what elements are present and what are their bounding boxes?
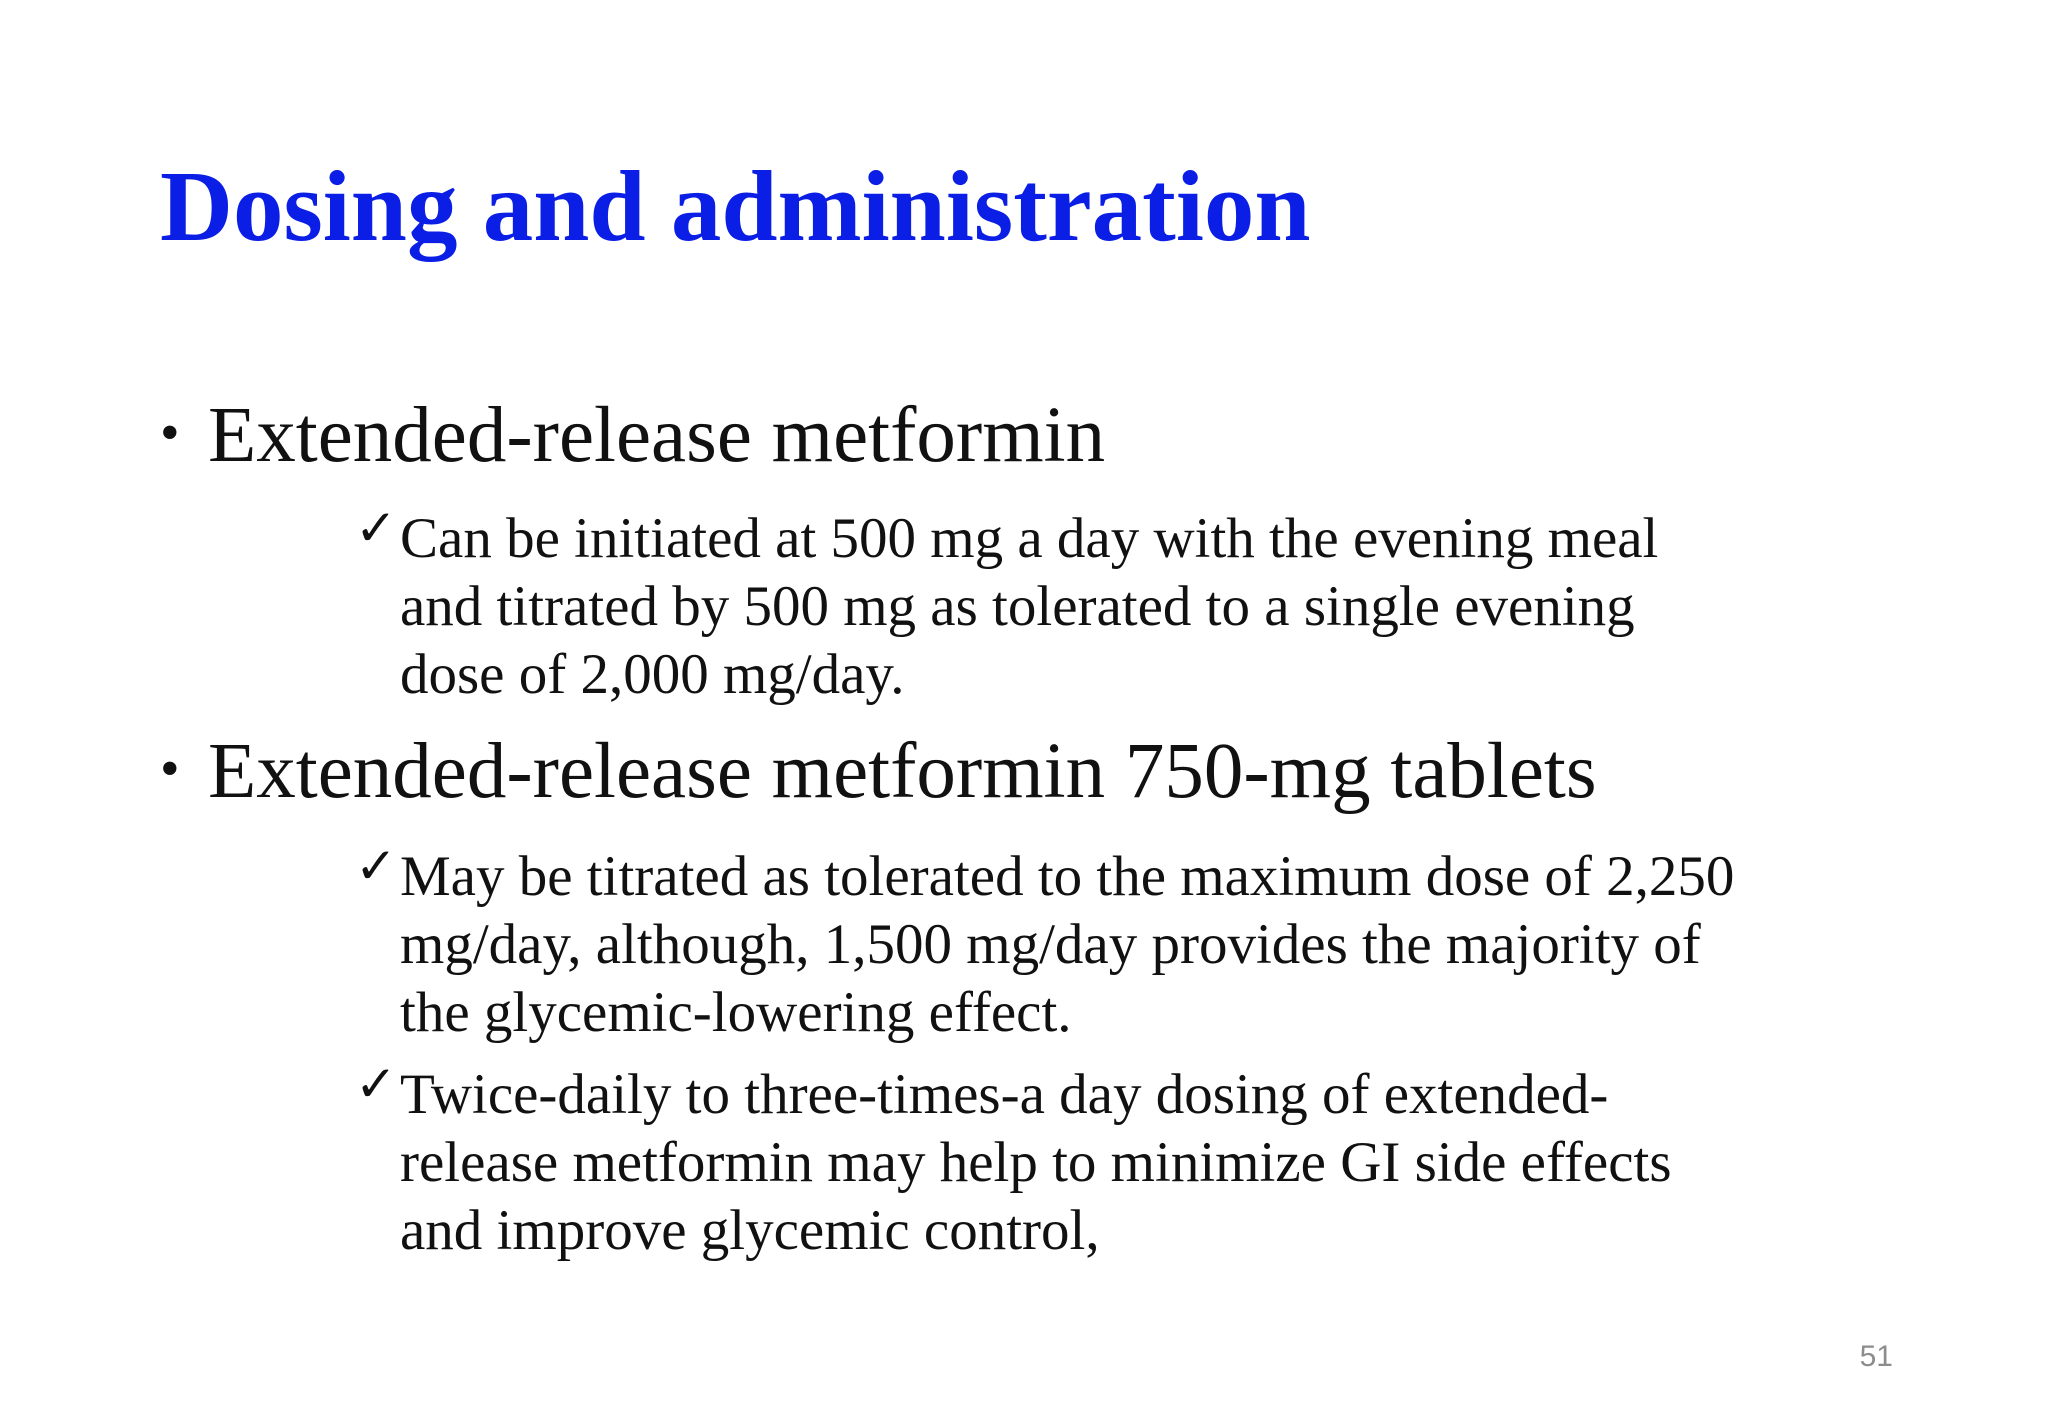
sub-bullet-text: May be titrated as tolerated to the maximum dose of 2,250: [400, 845, 1735, 908]
bullet-item: [160, 729, 1597, 816]
sub-bullet-line: [355, 494, 1995, 573]
checkmark-icon: ✓: [355, 499, 397, 557]
checkmark-icon: ✓: [355, 1055, 397, 1113]
sub-bullet-line: the glycemic-lowering effect.: [400, 981, 1072, 1044]
slide-title: Dosing and administration: [160, 150, 1311, 262]
sub-bullet-line: mg/day, although, 1,500 mg/day provides the majority of: [400, 913, 1701, 976]
sub-bullet-line: [355, 1050, 1995, 1129]
page-number: 51: [1859, 1340, 1893, 1373]
bullet-item: [160, 393, 1105, 480]
sub-bullet-item: [355, 832, 1995, 1047]
sub-bullet-text: Twice-daily to three-times-a day dosing of extended-: [400, 1063, 1609, 1126]
sub-bullet-item: [355, 494, 1995, 709]
bullet-text: Extended-release metformin 750-mg tablets: [208, 728, 1597, 815]
bullet-icon: •: [160, 738, 180, 800]
sub-bullet-line: and titrated by 500 mg as tolerated to a single evening: [400, 575, 1635, 638]
bullet-icon: •: [160, 402, 180, 464]
sub-bullet-line: dose of 2,000 mg/day.: [400, 643, 905, 706]
sub-bullet-line: and improve glycemic control,: [400, 1199, 1100, 1262]
sub-bullet-line: release metformin may help to minimize GI side effects: [400, 1131, 1672, 1194]
sub-bullet-line: [355, 832, 1995, 911]
checkmark-icon: ✓: [355, 837, 397, 895]
sub-bullet-text: Can be initiated at 500 mg a day with the evening meal: [400, 507, 1659, 570]
bullet-text: Extended-release metformin: [208, 392, 1106, 479]
sub-bullet-item: [355, 1050, 1995, 1265]
